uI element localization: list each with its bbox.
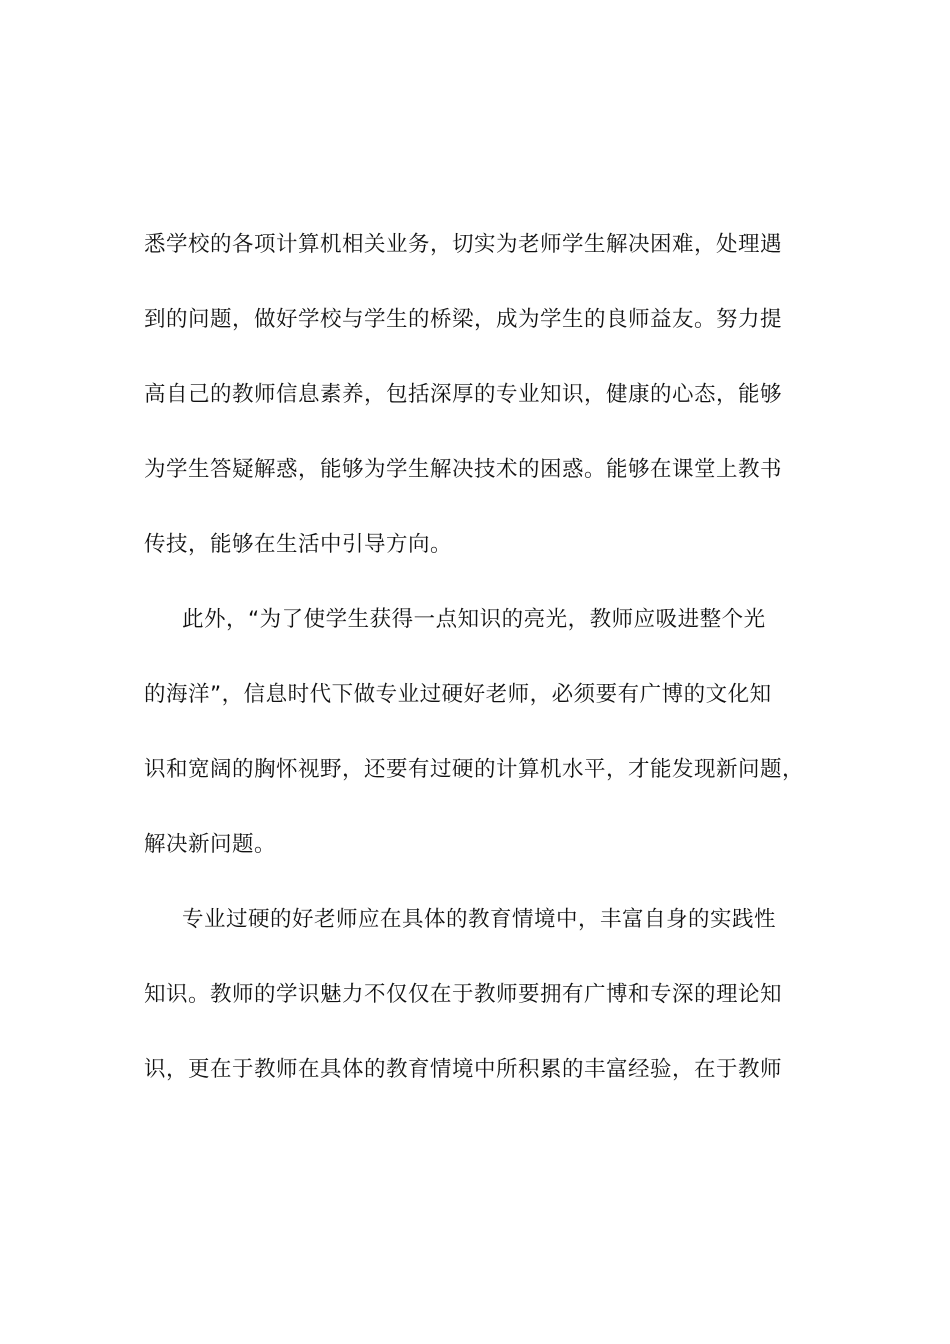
text-line-2: 到的问题，做好学校与学生的桥梁，成为学生的良师益友。努力提 — [144, 307, 783, 332]
body-text — [144, 222, 804, 1122]
text-line-10: 专业过硬的好老师应在具体的教育情境中，丰富自身的实践性 — [182, 907, 777, 932]
text-line-1: 悉学校的各项计算机相关业务，切实为老师学生解决困难，处理遇 — [144, 232, 783, 257]
text-line-7: 的海洋”，信息时代下做专业过硬好老师，必须要有广博的文化知 — [144, 682, 772, 707]
text-line-12: 识，更在于教师在具体的教育情境中所积累的丰富经验，在于教师 — [144, 1057, 783, 1082]
text-line-11: 知识。教师的学识魅力不仅仅在于教师要拥有广博和专深的理论知 — [144, 982, 783, 1007]
text-line-4: 为学生答疑解惑，能够为学生解决技术的困惑。能够在课堂上教书 — [144, 457, 783, 482]
text-line-8: 识和宽阔的胸怀视野，还要有过硬的计算机水平，才能发现新问题， — [144, 757, 805, 782]
text-line-5: 传技，能够在生活中引导方向。 — [144, 532, 453, 557]
text-line-3: 高自己的教师信息素养，包括深厚的专业知识，健康的心态，能够 — [144, 382, 783, 407]
text-line-6: 此外，“为了使学生获得一点知识的亮光，教师应吸进整个光 — [182, 607, 766, 632]
text-line-9: 解决新问题。 — [144, 832, 277, 857]
